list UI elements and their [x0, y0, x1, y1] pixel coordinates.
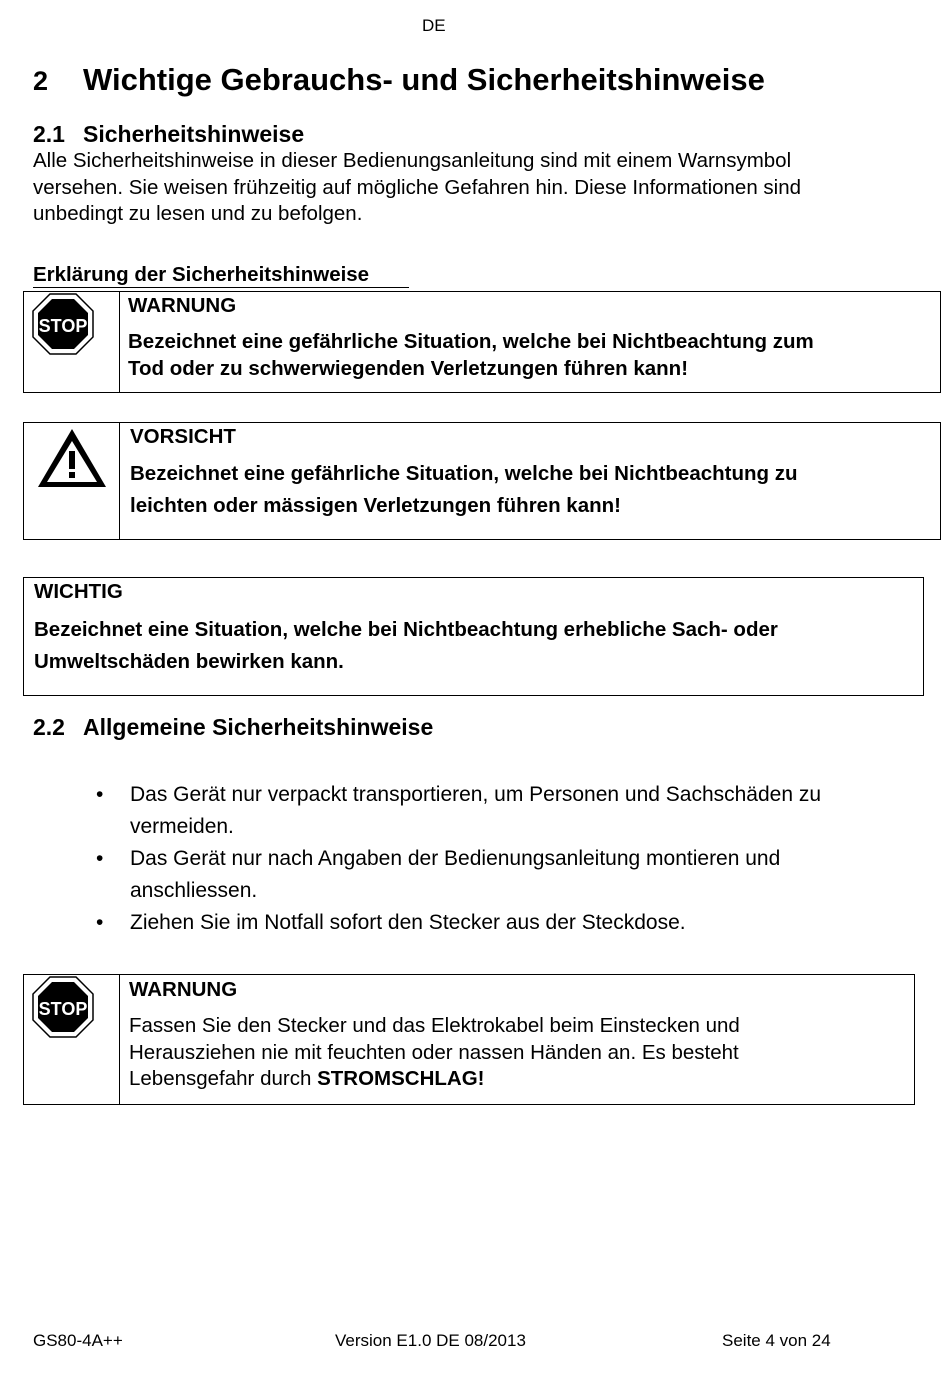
- list-item-line: anschliessen.: [130, 879, 258, 902]
- description-line: Umweltschäden bewirken kann.: [34, 650, 344, 673]
- footer-version: Version E1.0 DE 08/2013: [335, 1331, 526, 1350]
- section-heading-2-2: [33, 714, 433, 741]
- footer-page-number: Seite 4 von 24: [722, 1331, 831, 1350]
- section-number: 2: [33, 66, 49, 96]
- explanation-heading: Erklärung der Sicherheitshinweise: [33, 263, 370, 286]
- caution-box: [23, 422, 941, 540]
- list-item-line: vermeiden.: [130, 815, 234, 838]
- warning-box-icon-cell: [24, 292, 120, 392]
- warning-label: WARNUNG: [128, 294, 237, 317]
- electric-warning-box: [23, 974, 915, 1105]
- page-language: DE: [422, 16, 446, 35]
- emphasis-text: STROMSCHLAG!: [317, 1067, 485, 1090]
- description-line: [129, 1066, 904, 1093]
- section-number: 2.1: [33, 121, 65, 147]
- warning-box: [23, 291, 941, 393]
- warning-label: WARNUNG: [129, 978, 238, 1001]
- caution-box-content: [130, 424, 930, 522]
- important-box: [23, 577, 924, 696]
- paragraph-line: Alle Sicherheitshinweise in dieser Bedienungsanleitung sind mit einem Warnsymbol: [33, 149, 792, 172]
- electric-warning-icon-cell: [24, 975, 120, 1104]
- description-line: Bezeichnet eine gefährliche Situation, welche bei Nichtbeachtung zu: [130, 462, 798, 485]
- important-box-content: [34, 579, 914, 678]
- paragraph-line: unbedingt zu lesen und zu befolgen.: [33, 202, 363, 225]
- description-line: Herausziehen nie mit feuchten oder nassen Händen an. Es besteht: [129, 1040, 739, 1064]
- paragraph-line: versehen. Sie weisen frühzeitig auf mögliche Gefahren hin. Diese Informationen sind: [33, 175, 802, 199]
- svg-text:STOP: STOP: [38, 999, 88, 1019]
- electric-warning-content: [129, 977, 904, 1093]
- description-line: Fassen Sie den Stecker und das Elektrokabel beim Einstecken und: [129, 1014, 740, 1037]
- list-item: [96, 779, 896, 843]
- caution-label: VORSICHT: [130, 425, 236, 448]
- section-heading-2: [33, 62, 765, 98]
- description-line: Bezeichnet eine Situation, welche bei Nichtbeachtung erhebliche Sach- oder: [34, 618, 778, 641]
- warning-triangle-icon: [34, 425, 110, 491]
- description-line: Bezeichnet eine gefährliche Situation, welche bei Nichtbeachtung zum: [128, 330, 814, 353]
- section-title: Sicherheitshinweise: [83, 121, 305, 147]
- warning-description: [129, 1013, 904, 1093]
- warning-description: [128, 329, 928, 382]
- section-heading-2-1: [33, 121, 304, 148]
- section-title: Wichtige Gebrauchs- und Sicherheitshinweise: [83, 62, 765, 97]
- description-text: Lebensgefahr durch: [129, 1067, 318, 1090]
- list-item: [96, 843, 896, 907]
- description-line: Tod oder zu schwerwiegenden Verletzungen führen kann!: [128, 356, 689, 380]
- safety-bullet-list: [96, 779, 896, 939]
- section-title: Allgemeine Sicherheitshinweise: [83, 714, 434, 740]
- caution-description: [130, 458, 930, 522]
- warning-box-content: [128, 293, 928, 382]
- stop-sign-icon: [32, 293, 94, 355]
- bullet-icon: •: [96, 783, 104, 806]
- stop-sign-icon: [32, 976, 94, 1038]
- bullet-icon: •: [96, 847, 104, 870]
- list-item-line: Ziehen Sie im Notfall sofort den Stecker aus der Steckdose.: [130, 911, 686, 934]
- important-description: [34, 614, 914, 678]
- list-item-line: Das Gerät nur verpackt transportieren, um Personen und Sachschäden zu: [130, 783, 822, 806]
- list-item-line: Das Gerät nur nach Angaben der Bedienungsanleitung montieren und: [130, 847, 781, 870]
- important-label: WICHTIG: [34, 580, 123, 603]
- description-line: leichten oder mässigen Verletzungen führen kann!: [130, 494, 621, 517]
- bullet-icon: •: [96, 911, 104, 934]
- svg-text:STOP: STOP: [38, 316, 88, 336]
- section-number: 2.2: [33, 714, 65, 740]
- caution-box-icon-cell: [24, 423, 120, 539]
- footer-model: GS80-4A++: [33, 1331, 123, 1350]
- intro-paragraph: [33, 148, 913, 228]
- explanation-underline: [33, 287, 409, 288]
- list-item: [96, 907, 896, 939]
